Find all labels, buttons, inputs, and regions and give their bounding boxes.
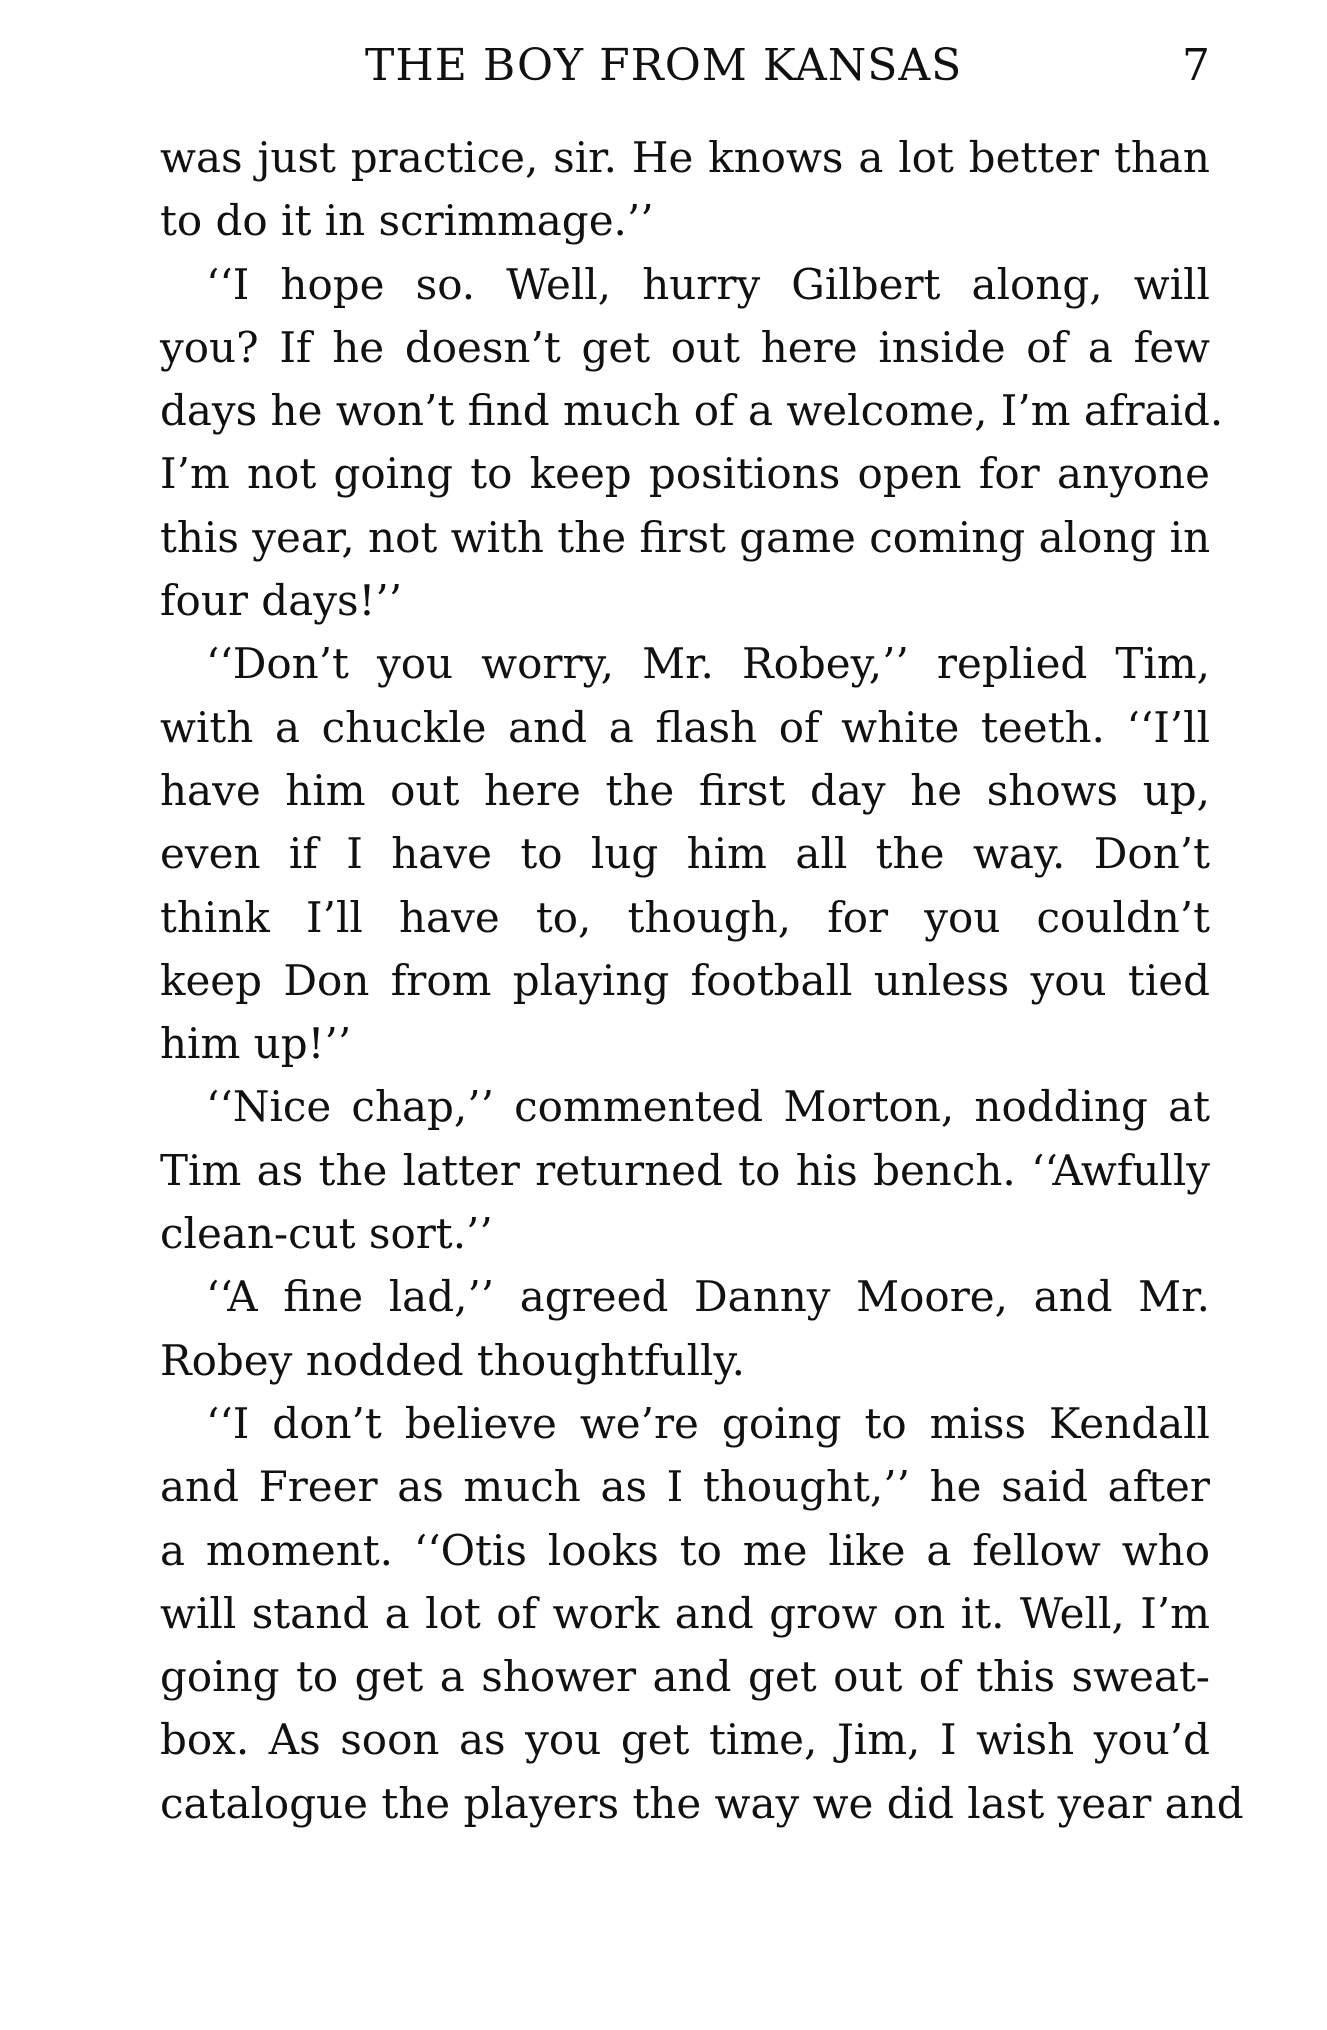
text-line: four days!’’ xyxy=(160,576,403,626)
text-line: think I’ll have to, though, for you couldn’t xyxy=(160,892,1210,942)
text-line: I’m not going to keep positions open for anyone xyxy=(160,449,1210,499)
text-line: was just practice, sir. He knows a lot better than xyxy=(160,133,1210,182)
text-line: ‘‘Don’t you worry, Mr. Robey,’’ replied Tim, xyxy=(206,639,1210,689)
text-line: to do it in scrimmage.’’ xyxy=(160,196,654,246)
text-line: ‘‘Nice chap,’’ commented Morton, nodding at xyxy=(206,1082,1210,1132)
text-line: you? If he doesn’t get out here inside of a few xyxy=(160,322,1210,372)
text-line: this year, not with the first game coming along in xyxy=(160,512,1211,562)
text-line: Robey nodded thoughtfully. xyxy=(160,1335,745,1385)
text-line: will stand a lot of work and grow on it. Well, I’m xyxy=(160,1588,1210,1638)
text-line: ‘‘I hope so. Well, hurry Gilbert along, will xyxy=(206,259,1210,309)
body-text xyxy=(160,126,1244,1835)
text-line: have him out here the first day he shows up, xyxy=(160,765,1210,815)
page-header xyxy=(160,40,1220,100)
text-line: with a chuckle and a flash of white teeth. ‘‘I’ll xyxy=(160,702,1210,752)
text-line: catalogue the players the way we did last year and xyxy=(160,1778,1244,1828)
text-line: Tim as the latter returned to his bench. ‘‘Awfully xyxy=(160,1145,1210,1195)
text-line: even if I have to lug him all the way. Don’t xyxy=(160,829,1210,879)
text-line: and Freer as much as I thought,’’ he said after xyxy=(160,1462,1210,1512)
text-line: days he won’t find much of a welcome, I’m afraid. xyxy=(160,386,1224,436)
text-line: going to get a shower and get out of this sweat- xyxy=(160,1652,1210,1702)
text-line: keep Don from playing football unless you tied xyxy=(160,955,1210,1005)
text-line: ‘‘A fine lad,’’ agreed Danny Moore, and Mr. xyxy=(206,1272,1210,1322)
page-number: 7 xyxy=(1182,40,1210,91)
text-line: clean-cut sort.’’ xyxy=(160,1209,493,1259)
text-line: a moment. ‘‘Otis looks to me like a fellow who xyxy=(160,1525,1210,1575)
text-line: box. As soon as you get time, Jim, I wish you’d xyxy=(160,1715,1210,1765)
text-line: him up!’’ xyxy=(160,1019,352,1069)
running-title: THE BOY FROM KANSAS xyxy=(365,40,963,91)
text-line: ‘‘I don’t believe we’re going to miss Kendall xyxy=(206,1398,1210,1448)
